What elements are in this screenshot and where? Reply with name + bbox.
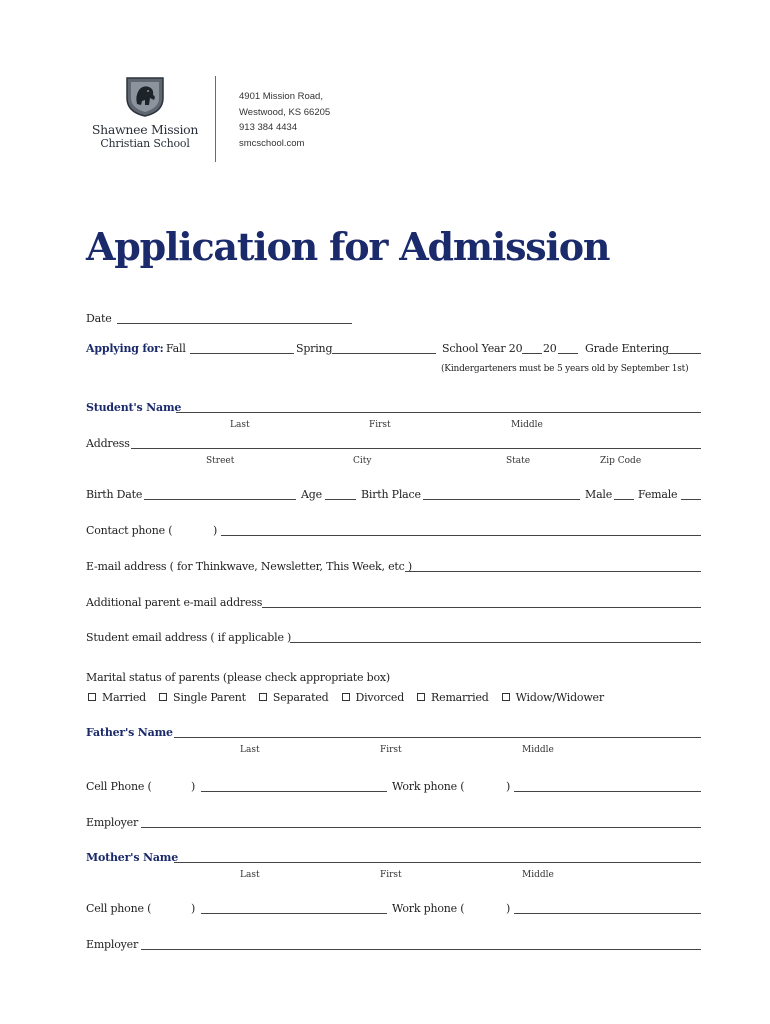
male-field[interactable] <box>614 499 634 500</box>
male-label: Male <box>585 488 613 501</box>
mother-employer-label: Employer <box>86 938 139 951</box>
website-link[interactable]: smcschool.com <box>239 137 305 149</box>
spring-field[interactable] <box>332 353 436 354</box>
student-first-sublabel: First <box>369 420 391 430</box>
mother-middle-sublabel: Middle <box>522 870 554 880</box>
marital-status-options <box>88 691 617 704</box>
father-last-sublabel: Last <box>240 745 260 755</box>
single-parent-option[interactable]: Single Parent <box>159 691 246 704</box>
birth-date-field[interactable] <box>144 499 296 500</box>
father-cell-field[interactable] <box>201 791 387 792</box>
mother-work-label: Work phone ( <box>392 902 465 915</box>
contact-phone-area-code-field[interactable] <box>175 535 211 536</box>
married-checkbox[interactable] <box>88 693 96 701</box>
fall-label: Fall <box>166 342 186 355</box>
fall-field[interactable] <box>190 353 294 354</box>
mother-work-paren: ) <box>506 902 511 915</box>
students-name-label: Student's Name <box>86 401 182 414</box>
father-first-sublabel: First <box>380 745 402 755</box>
student-email-label: Student email address ( if applicable ) <box>86 631 292 644</box>
mother-cell-paren: ) <box>191 902 196 915</box>
date-field[interactable] <box>117 323 352 324</box>
remarried-checkbox[interactable] <box>417 693 425 701</box>
mother-work-field[interactable] <box>514 913 701 914</box>
father-employer-label: Employer <box>86 816 139 829</box>
school-year-mid-label: 20 <box>543 342 557 355</box>
birth-date-label: Birth Date <box>86 488 143 501</box>
email-field[interactable] <box>405 571 701 572</box>
married-option[interactable]: Married <box>88 691 146 704</box>
single-parent-checkbox[interactable] <box>159 693 167 701</box>
mother-cell-label: Cell phone ( <box>86 902 152 915</box>
student-email-field[interactable] <box>290 642 701 643</box>
school-year-label: School Year 20 <box>442 342 523 355</box>
age-field[interactable] <box>325 499 356 500</box>
school-year-end-field[interactable] <box>558 353 578 354</box>
father-work-label: Work phone ( <box>392 780 465 793</box>
mothers-name-label: Mother's Name <box>86 851 178 864</box>
grade-entering-field[interactable] <box>668 353 701 354</box>
state-sublabel: State <box>506 456 531 466</box>
age-label: Age <box>301 488 322 501</box>
contact-info <box>239 89 330 151</box>
school-year-start-field[interactable] <box>522 353 542 354</box>
remarried-option[interactable]: Remarried <box>417 691 489 704</box>
lion-crest-icon <box>123 74 167 118</box>
page-title: Application for Admission <box>86 224 610 269</box>
fathers-name-field[interactable] <box>174 737 701 738</box>
divorced-checkbox[interactable] <box>342 693 350 701</box>
kindergarten-note: (Kindergarteners must be 5 years old by September 1st) <box>441 364 689 374</box>
mother-cell-field[interactable] <box>201 913 387 914</box>
contact-phone-paren: ) <box>213 524 218 537</box>
contact-phone-label: Contact phone ( <box>86 524 173 537</box>
zip-sublabel: Zip Code <box>600 456 642 466</box>
city-sublabel: City <box>353 456 372 466</box>
contact-phone-field[interactable] <box>221 535 701 536</box>
separated-checkbox[interactable] <box>259 693 267 701</box>
marital-status-label: Marital status of parents (please check appropriate box) <box>86 671 390 684</box>
father-employer-field[interactable] <box>141 827 701 828</box>
student-middle-sublabel: Middle <box>511 420 543 430</box>
mother-last-sublabel: Last <box>240 870 260 880</box>
father-middle-sublabel: Middle <box>522 745 554 755</box>
widow-widower-option[interactable]: Widow/Widower <box>502 691 604 704</box>
address-line2: Westwood, KS 66205 <box>239 106 331 118</box>
mother-employer-field[interactable] <box>141 949 701 950</box>
mothers-name-field[interactable] <box>174 862 701 863</box>
father-work-field[interactable] <box>514 791 701 792</box>
additional-email-label: Additional parent e-mail address <box>86 596 263 609</box>
father-cell-paren: ) <box>191 780 196 793</box>
street-sublabel: Street <box>206 456 235 466</box>
phone-number: 913 384 4434 <box>239 122 298 133</box>
address-field[interactable] <box>131 448 701 449</box>
father-cell-label: Cell Phone ( <box>86 780 152 793</box>
header-divider <box>215 76 216 162</box>
date-label: Date <box>86 312 112 325</box>
student-last-sublabel: Last <box>230 420 250 430</box>
school-name-line1: Shawnee Mission <box>91 122 199 137</box>
grade-entering-label: Grade Entering <box>585 342 669 355</box>
school-name-line2: Christian School <box>100 137 190 150</box>
address-label: Address <box>86 437 130 450</box>
father-work-paren: ) <box>506 780 511 793</box>
female-label: Female <box>638 488 678 501</box>
separated-option[interactable]: Separated <box>259 691 329 704</box>
school-logo <box>84 74 206 154</box>
applying-for-label: Applying for: <box>86 342 164 355</box>
address-line1: 4901 Mission Road, <box>239 91 323 102</box>
fathers-name-label: Father's Name <box>86 726 173 739</box>
spring-label: Spring <box>296 342 333 355</box>
widow-widower-checkbox[interactable] <box>502 693 510 701</box>
divorced-option[interactable]: Divorced <box>342 691 405 704</box>
birth-place-field[interactable] <box>423 499 580 500</box>
additional-email-field[interactable] <box>262 607 701 608</box>
students-name-field[interactable] <box>176 412 701 413</box>
birth-place-label: Birth Place <box>361 488 421 501</box>
mother-first-sublabel: First <box>380 870 402 880</box>
email-label: E-mail address ( for Thinkwave, Newsletter, This Week, etc ) <box>86 560 412 573</box>
female-field[interactable] <box>681 499 701 500</box>
